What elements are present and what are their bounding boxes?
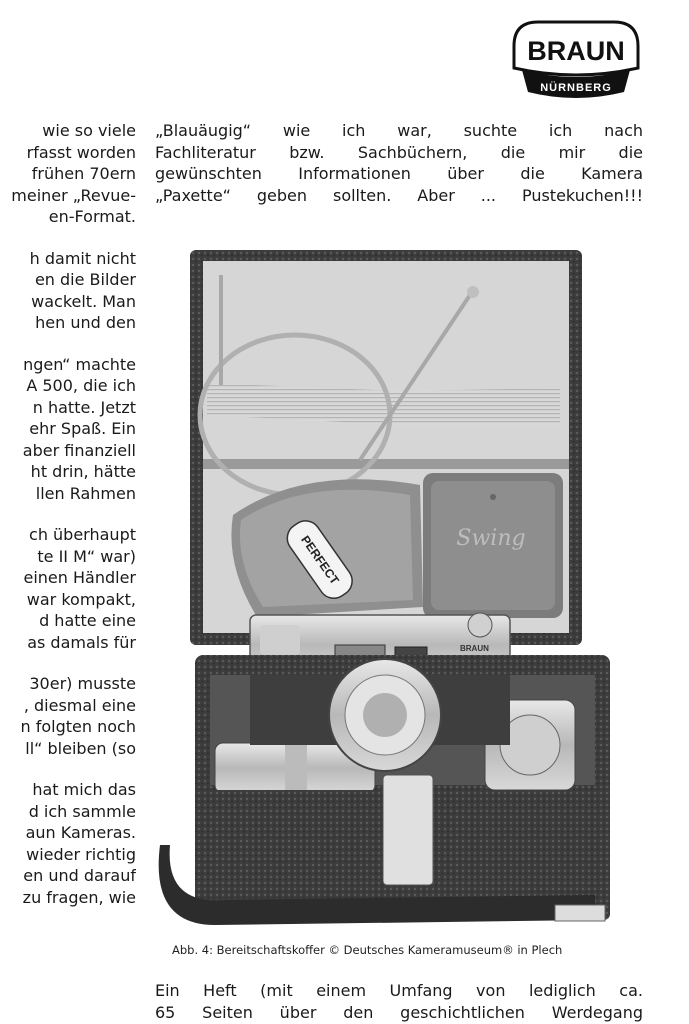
case-bottom [159, 655, 610, 925]
text-line: wie so viele [42, 121, 136, 140]
logo-brand-text: BRAUN [527, 36, 625, 66]
bottom-text [155, 980, 643, 1023]
left-paragraph [0, 673, 136, 759]
text-line: war kompakt, [26, 589, 136, 609]
text-line: en die Bilder [34, 270, 136, 289]
text-line: gewünschten Informationen über die Kamera [155, 164, 643, 183]
camera-case-photo [155, 245, 625, 935]
left-paragraph [0, 779, 136, 908]
text-line: hat mich das [32, 780, 136, 799]
text-line: zu fragen, wie [22, 887, 136, 907]
right-column-text [155, 120, 643, 206]
text-line: Fachliteratur bzw. Sachbüchern, die mir die [155, 142, 643, 162]
text-line: „Blauäugig“ wie ich war, suchte ich nach [155, 121, 643, 140]
left-column-text [0, 120, 136, 928]
tin-label-text: Swing [456, 526, 526, 551]
text-line: ht drin, hätte [30, 462, 136, 481]
text-line: 65 Seiten über den geschichtlichen Werdegang [155, 1002, 643, 1022]
left-paragraph [0, 120, 136, 228]
case-lid [190, 250, 582, 645]
text-line: en-Format. [48, 207, 136, 226]
text-line: h damit nicht [29, 248, 136, 268]
text-line: rfasst worden [26, 142, 136, 162]
text-line: n folgten noch [20, 717, 136, 736]
text-line: hen und den [35, 313, 136, 332]
camera-brand-text: BRAUN [460, 644, 489, 653]
text-line: ll“ bleiben (so [25, 738, 136, 758]
figure-caption: Abb. 4: Bereitschaftskoffer © Deutsches Kameramuseum® in Plech [172, 943, 563, 957]
text-line: n hatte. Jetzt [32, 397, 136, 417]
text-line: ngen“ machte [23, 354, 136, 374]
braun-logo [508, 16, 644, 100]
text-line: ehr Spaß. Ein [29, 419, 136, 438]
text-line: aber finanziell [22, 440, 136, 460]
text-line: aun Kameras. [25, 823, 136, 842]
left-paragraph [0, 524, 136, 653]
text-line: 30er) musste [29, 674, 136, 693]
filter-pouch [231, 479, 423, 617]
text-line: d hatte eine [39, 611, 136, 630]
text-line: ch überhaupt [29, 525, 136, 544]
text-line: meiner „Revue- [11, 185, 136, 205]
text-line: as damals für [27, 632, 136, 652]
text-line: , diesmal eine [23, 695, 136, 715]
text-line: Ein Heft (mit einem Umfang von lediglich ca. [155, 981, 643, 1000]
text-line: A 500, die ich [26, 376, 136, 395]
text-line: d ich sammle [28, 801, 136, 821]
case-label-text: PERFECT [298, 533, 342, 587]
text-line: llen Rahmen [35, 483, 136, 503]
filter-tin [423, 473, 563, 618]
left-paragraph [0, 248, 136, 334]
text-line: wieder richtig [26, 844, 136, 864]
text-line: en und darauf [23, 866, 136, 885]
left-paragraph [0, 354, 136, 505]
text-line: einen Händler [23, 568, 136, 587]
text-line: „Paxette“ geben sollten. Aber ... Pustekuchen!!! [155, 185, 643, 205]
text-line: te II M“ war) [37, 546, 136, 566]
logo-city-text: NÜRNBERG [540, 82, 612, 94]
text-line: frühen 70ern [31, 164, 136, 183]
text-line: wackelt. Man [31, 291, 136, 311]
